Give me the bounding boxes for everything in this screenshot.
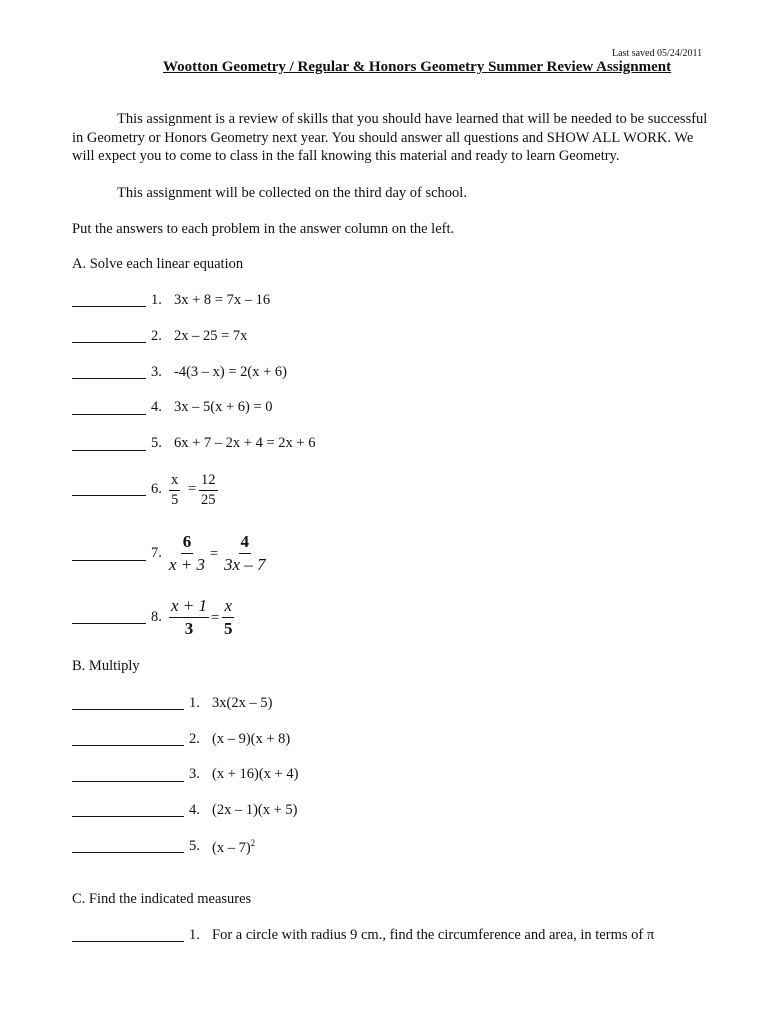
equals-sign: =: [210, 546, 219, 562]
numerator: x: [169, 472, 180, 491]
denominator: 5: [171, 491, 179, 508]
item-number: 5.: [189, 838, 200, 854]
exponent: 2: [250, 838, 256, 848]
left-fraction: [167, 532, 207, 574]
item-number: 1.: [189, 927, 200, 943]
item-number: 3.: [151, 364, 162, 380]
answer-blank[interactable]: [72, 414, 146, 415]
right-fraction: [222, 596, 235, 638]
denominator: 25: [201, 491, 216, 508]
page-title: Wootton Geometry / Regular & Honors Geometry Summer Review Assignment: [163, 59, 672, 75]
item-number: 1.: [189, 695, 200, 711]
answer-blank[interactable]: [72, 495, 146, 496]
equation: 3x – 5(x + 6) = 0: [174, 399, 273, 415]
item-number: 7.: [151, 545, 162, 561]
expression-base: (x – 7): [212, 839, 251, 856]
section-b-heading: B. Multiply: [72, 658, 140, 674]
equals-sign: =: [211, 610, 220, 626]
equation: 6x + 7 – 2x + 4 = 2x + 6: [174, 435, 316, 451]
numerator: x: [222, 596, 234, 618]
numerator: x + 1: [169, 596, 209, 618]
item-number: 1.: [151, 292, 162, 308]
expression: (x – 9)(x + 8): [212, 731, 291, 747]
item-number: 8.: [151, 609, 162, 625]
answer-blank[interactable]: [72, 781, 184, 782]
item-number: 6.: [151, 481, 162, 497]
answer-blank[interactable]: [72, 623, 146, 624]
equation: 2x – 25 = 7x: [174, 328, 248, 344]
answer-blank[interactable]: [72, 306, 146, 307]
expression: 3x(2x – 5): [212, 695, 273, 711]
answer-blank[interactable]: [72, 941, 184, 942]
answer-blank[interactable]: [72, 816, 184, 817]
expression: (x + 16)(x + 4): [212, 766, 299, 782]
equals-sign: =: [188, 481, 197, 497]
denominator: 3x – 7: [224, 554, 266, 574]
denominator: 3: [184, 618, 194, 638]
equation: -4(3 – x) = 2(x + 6): [174, 364, 287, 380]
answer-blank[interactable]: [72, 852, 184, 853]
section-c-heading: C. Find the indicated measures: [72, 891, 252, 907]
numerator: 6: [181, 532, 194, 554]
item-number: 3.: [189, 766, 200, 782]
item-number: 4.: [189, 802, 200, 818]
answer-blank[interactable]: [72, 560, 146, 561]
answer-blank[interactable]: [72, 378, 146, 379]
right-fraction: [199, 472, 218, 508]
item-number: 2.: [151, 328, 162, 344]
problem-text: For a circle with radius 9 cm., find the circumference and area, in terms of π: [212, 927, 655, 943]
item-number: 4.: [151, 399, 162, 415]
item-number: 5.: [151, 435, 162, 451]
numerator: 4: [239, 532, 252, 554]
denominator: 5: [224, 618, 233, 638]
denominator: x + 3: [169, 554, 206, 574]
answer-blank[interactable]: [72, 342, 146, 343]
answer-blank[interactable]: [72, 745, 184, 746]
equation: 3x + 8 = 7x – 16: [174, 292, 271, 308]
item-number: 2.: [189, 731, 200, 747]
left-fraction: [169, 596, 209, 638]
section-a-heading: A. Solve each linear equation: [72, 256, 244, 272]
collection-note: This assignment will be collected on the third day of school.: [117, 185, 467, 201]
left-fraction: [169, 472, 180, 508]
numerator: 12: [199, 472, 218, 491]
intro-paragraph: This assignment is a review of skills that you should have learned that will be needed to be successful in Geometry or Honors Geometry next year. You should answer all questions and SHOW ALL WORK. We will expect you to come to class in the fall knowing this material and ready to learn Geometry.: [72, 111, 708, 164]
answer-blank[interactable]: [72, 709, 184, 710]
right-fraction: [222, 532, 268, 574]
last-saved-note: Last saved 05/24/2011: [612, 48, 703, 59]
expression: [212, 838, 255, 857]
answer-blank[interactable]: [72, 450, 146, 451]
answer-instructions: Put the answers to each problem in the answer column on the left.: [72, 221, 455, 237]
expression: (2x – 1)(x + 5): [212, 802, 298, 818]
